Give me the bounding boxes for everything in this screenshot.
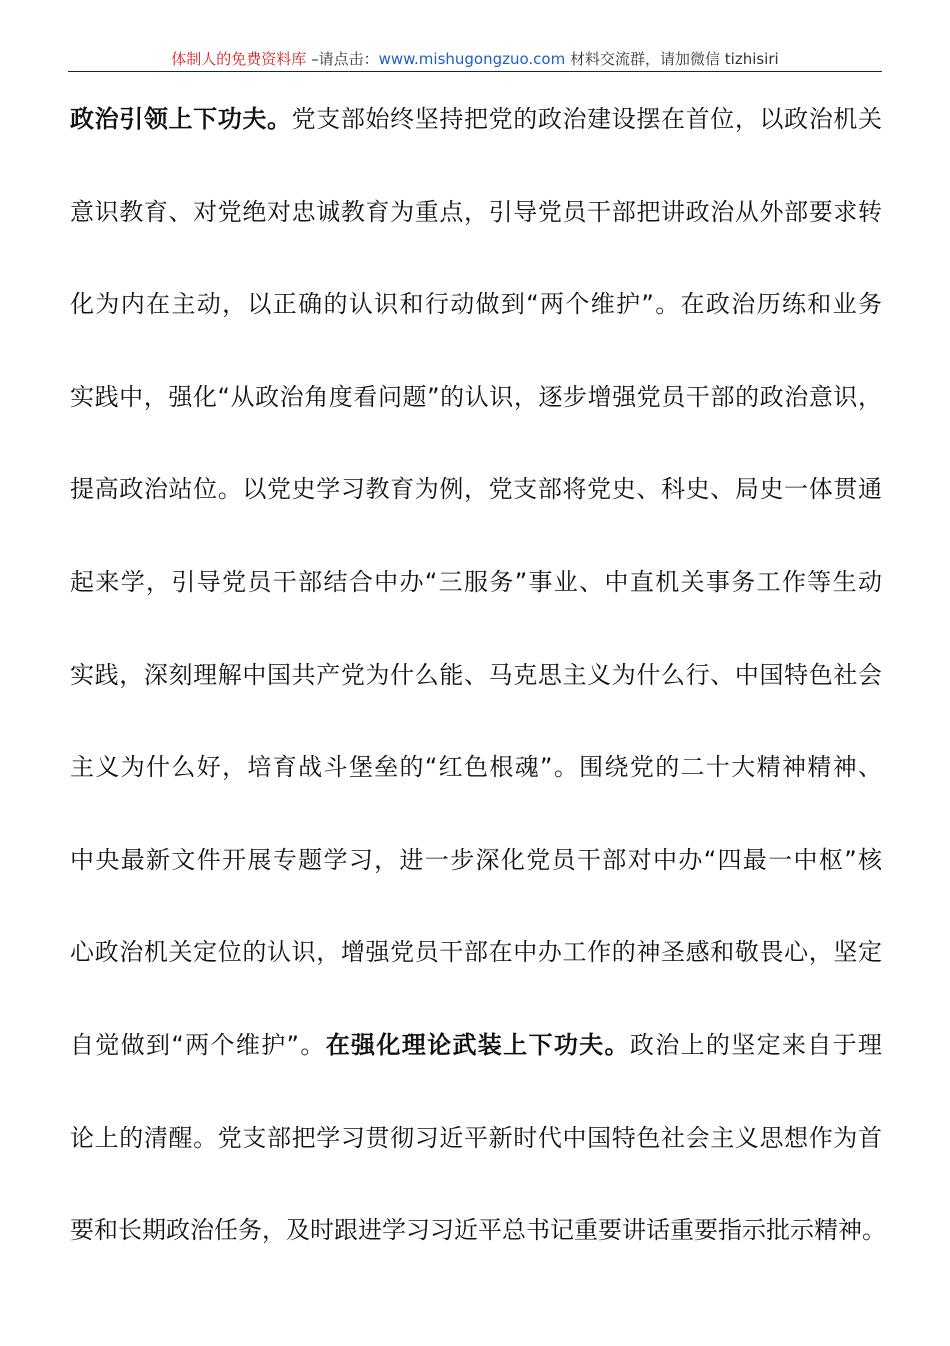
- body-line-2: [70, 189, 882, 282]
- body-line-9: [70, 837, 882, 930]
- body-line-10: [70, 929, 882, 1022]
- body-line-13: [70, 1207, 886, 1300]
- bold-heading-political-leadership: 政治引领上下功夫。: [70, 105, 292, 133]
- body-line-8: [70, 744, 882, 837]
- line-text: 实践，深刻理解中国共产党为什么能、马克思主义为什么行、中国特色社会: [70, 660, 882, 689]
- header-brand-text: 体制人的免费资料库: [171, 50, 307, 68]
- body-line-1: [70, 96, 882, 189]
- body-line-5: [70, 466, 882, 559]
- line-text: 论上的清醒。党支部把学习贯彻习近平新时代中国特色社会主义思想作为首: [70, 1123, 882, 1152]
- line-text: 起来学，引导党员干部结合中办“三服务”事业、中直机关事务工作等生动: [70, 567, 882, 596]
- line-text: 要和长期政治任务，及时跟进学习习近平总书记重要讲话重要指示批示精神。: [70, 1216, 886, 1245]
- header-divider: [68, 71, 882, 72]
- document-body: [70, 96, 886, 1300]
- body-line-6: [70, 559, 882, 652]
- line-text: 主义为什么好，培育战斗堡垒的“红色根魂”。围绕党的二十大精神精神、: [70, 753, 882, 782]
- bold-heading-theory-armament: 在强化理论武装上下功夫。: [325, 1030, 630, 1059]
- line-text: 自觉做到“两个维护”。: [70, 1030, 326, 1059]
- line-text: 意识教育、对党绝对忠诚教育为重点，引导党员干部把讲政治从外部要求转: [70, 197, 882, 226]
- line-text: 提高政治站位。以党史学习教育为例，党支部将党史、科史、局史一体贯通: [70, 475, 882, 504]
- body-line-3: [70, 281, 882, 374]
- body-line-11: [70, 1022, 882, 1115]
- header-site-link[interactable]: www.mishugongzuo.com: [378, 50, 566, 68]
- line-text: 政治上的坚定来自于理: [629, 1030, 883, 1059]
- header-contact-text: 材料交流群，请加微信 tizhisiri: [565, 50, 779, 68]
- line-text: 化为内在主动，以正确的认识和行动做到“两个维护”。在政治历练和业务: [70, 290, 882, 319]
- page-header: [68, 47, 882, 71]
- line-text: 党支部始终坚持把党的政治建设摆在首位，以政治机关: [291, 105, 882, 133]
- body-line-7: [70, 652, 882, 745]
- line-text: 心政治机关定位的认识，增强党员干部在中办工作的神圣感和敬畏心，坚定: [70, 938, 882, 967]
- header-prompt-text: –请点击：: [306, 50, 379, 68]
- line-text: 实践中，强化“从政治角度看问题”的认识，逐步增强党员干部的政治意识，: [70, 382, 882, 411]
- body-line-4: [70, 374, 882, 467]
- line-text: 中央最新文件开展专题学习，进一步深化党员干部对中办“四最一中枢”核: [70, 845, 882, 874]
- body-line-12: [70, 1115, 882, 1208]
